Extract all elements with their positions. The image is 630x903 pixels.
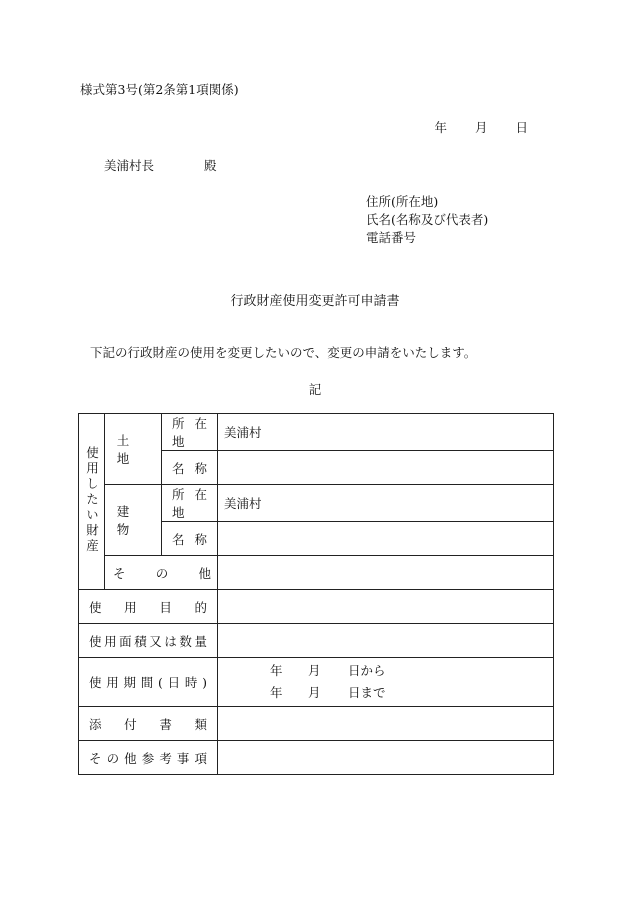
property-group-label: 使用したい財産 xyxy=(79,414,105,590)
building-location-field[interactable]: 美浦村 xyxy=(218,485,554,522)
document-title: 行政財産使用変更許可申請書 xyxy=(230,294,400,309)
addressee-honorific: 殿 xyxy=(204,158,217,173)
building-name-field[interactable] xyxy=(218,522,554,556)
table-row xyxy=(79,707,554,741)
land-location-field[interactable]: 美浦村 xyxy=(218,414,554,451)
area-field[interactable] xyxy=(218,624,554,658)
notes-field[interactable] xyxy=(218,741,554,775)
applicant-phone-label: 電話番号 xyxy=(366,230,417,245)
attachments-field[interactable] xyxy=(218,707,554,741)
period-to-day: 日まで xyxy=(348,685,386,700)
land-name-field[interactable] xyxy=(218,451,554,485)
period-field[interactable] xyxy=(218,658,554,707)
date-year: 年 xyxy=(434,120,447,135)
period-from-month: 月 xyxy=(308,663,321,678)
attachments-label: 添付書類 xyxy=(79,707,218,741)
period-from-day: 日から xyxy=(348,663,386,678)
other-field[interactable] xyxy=(218,556,554,590)
purpose-field[interactable] xyxy=(218,590,554,624)
applicant-block xyxy=(366,193,488,247)
addressee xyxy=(104,156,217,174)
date-line xyxy=(434,118,528,136)
application-table xyxy=(78,413,554,775)
notes-label: その他参考事項 xyxy=(79,741,218,775)
building-label: 建物 xyxy=(105,485,162,556)
body-text: 下記の行政財産の使用を変更したいので、変更の申請をいたします。 xyxy=(90,345,477,360)
period-to-month: 月 xyxy=(308,685,321,700)
area-label: 使用面積又は数量 xyxy=(79,624,218,658)
ki-mark: 記 xyxy=(308,382,322,397)
building-name-label: 名称 xyxy=(162,522,218,556)
period-to-year: 年 xyxy=(270,685,283,700)
table-row xyxy=(79,624,554,658)
building-location-label: 所在地 xyxy=(162,485,218,522)
table-row xyxy=(79,741,554,775)
other-label: その他 xyxy=(105,556,218,590)
period-from xyxy=(270,660,547,682)
table-row xyxy=(79,590,554,624)
land-label: 土地 xyxy=(105,414,162,485)
applicant-name-label: 氏名(名称及び代表者) xyxy=(366,212,489,227)
purpose-label: 使用目的 xyxy=(79,590,218,624)
table-row xyxy=(79,485,554,522)
period-from-year: 年 xyxy=(270,663,283,678)
date-day: 日 xyxy=(515,120,528,135)
form-number: 様式第3号(第2条第1項関係) xyxy=(80,82,239,97)
period-to xyxy=(270,682,547,704)
period-label: 使用期間(日時) xyxy=(79,658,218,707)
addressee-name: 美浦村長 xyxy=(104,158,155,173)
land-location-label: 所在地 xyxy=(162,414,218,451)
applicant-address-label: 住所(所在地) xyxy=(366,194,439,209)
table-row xyxy=(79,658,554,707)
date-month: 月 xyxy=(474,120,488,135)
table-row xyxy=(79,556,554,590)
land-name-label: 名称 xyxy=(162,451,218,485)
table-row xyxy=(79,414,554,451)
